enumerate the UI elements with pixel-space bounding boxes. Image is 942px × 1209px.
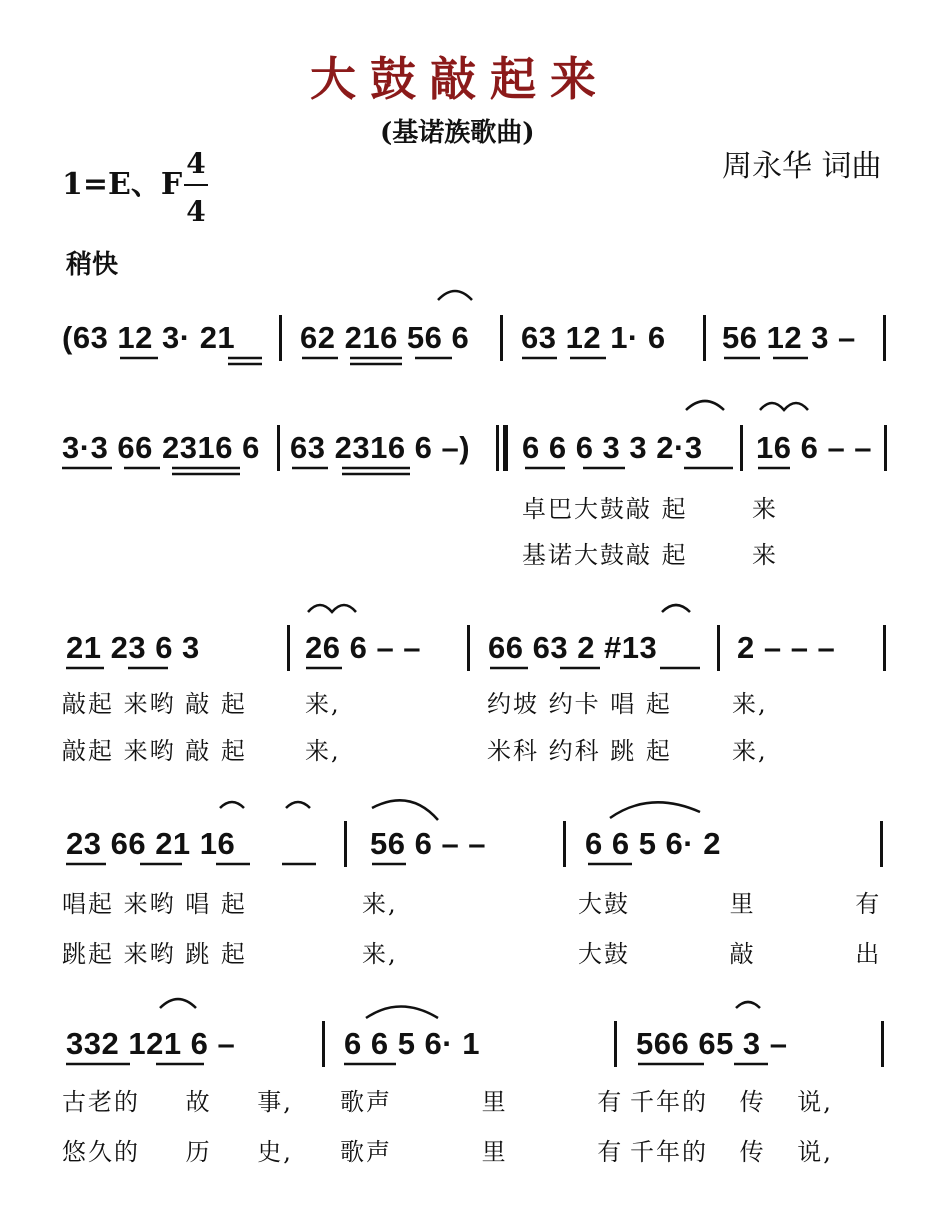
row3-lyric1-d: 来, [732,690,768,718]
row2-lyric2-b: 来 [752,541,778,569]
row3-lyric1-a: 敲起 来哟 敲 起 [62,690,247,718]
row4-lyric2-b: 来, [362,940,398,968]
row3-lyric1-c: 约坡 约卡 唱 起 [487,690,672,718]
meter-bottom: 4 [186,195,206,228]
row3-measure4: 2 – – – [737,630,836,665]
row5-measure1: 332 121 6 – [66,1026,236,1061]
row4-measure2: 56 6 – – [370,826,487,861]
barline [881,1021,884,1067]
row2-measure1: 3·3 66 2316 6 [62,430,260,465]
row1-measure3: 63 12 1· 6 [521,320,666,355]
barline [287,625,290,671]
row2-lyric2-a: 基诺大鼓敲 起 [522,541,688,569]
row2-measure2: 63 2316 6 –) [290,430,471,465]
row5-measure3: 566 65 3 – [636,1026,788,1061]
meter-top: 4 [186,147,206,180]
row3-lyric2-a: 敲起 来哟 敲 起 [62,737,247,765]
row4-lyric1-b: 来, [362,890,398,918]
barline [880,821,883,867]
barline [279,315,282,361]
double-barline [503,425,508,471]
barline [496,425,499,471]
barline [883,315,886,361]
barline [467,625,470,671]
song-title: 大鼓敲起来 [310,52,610,106]
barline [614,1021,617,1067]
row2-measure3: 6 6 6 3 3 2·3 [522,430,703,465]
row1-measure1: (63 12 3· 21 [62,320,236,355]
author-credit: 周永华 词曲 [722,149,882,184]
barline [703,315,706,361]
tempo-marking: 稍快 [66,250,119,280]
barline [740,425,743,471]
row3-measure2: 26 6 – – [305,630,422,665]
row5-lyric1-a: 古老的 故 事, [62,1088,293,1116]
row2-lyric1-b: 来 [752,495,778,523]
key-signature: 1=E、F [62,167,183,202]
row4-lyric2-c: 大鼓 敲 出 [578,940,882,968]
row5-lyric2-b: 歌声 里 有 [340,1138,624,1166]
barline [884,425,887,471]
row3-lyric1-b: 来, [305,690,341,718]
row2-measure4: 16 6 – – [756,430,873,465]
row4-lyric2-a: 跳起 来哟 跳 起 [62,940,247,968]
row3-lyric2-d: 来, [732,737,768,765]
song-subtitle: (基诺族歌曲) [380,118,535,148]
row2-lyric1-a: 卓巴大鼓敲 起 [522,495,688,523]
row4-lyric1-a: 唱起 来哟 唱 起 [62,890,247,918]
barline [717,625,720,671]
row5-lyric2-c: 千年的 传 说, [630,1138,833,1166]
barline [500,315,503,361]
barline [277,425,280,471]
meter-divider [184,184,208,186]
barline [322,1021,325,1067]
row3-lyric2-b: 来, [305,737,341,765]
row3-measure1: 21 23 6 3 [66,630,200,665]
row4-measure3: 6 6 5 6· 2 [585,826,721,861]
row5-lyric1-b: 歌声 里 有 [340,1088,624,1116]
barline [344,821,347,867]
row5-lyric1-c: 千年的 传 说, [630,1088,833,1116]
barline [883,625,886,671]
row5-lyric2-a: 悠久的 历 史, [62,1138,293,1166]
row4-measure1: 23 66 21 16 [66,826,236,861]
row1-measure4: 56 12 3 – [722,320,856,355]
row4-lyric1-c: 大鼓 里 有 [578,890,882,918]
row3-measure3: 66 63 2 #13 [488,630,658,665]
row3-lyric2-c: 米科 约科 跳 起 [487,737,672,765]
row5-measure2: 6 6 5 6· 1 [344,1026,480,1061]
barline [563,821,566,867]
row1-measure2: 62 216 56 6 [300,320,470,355]
